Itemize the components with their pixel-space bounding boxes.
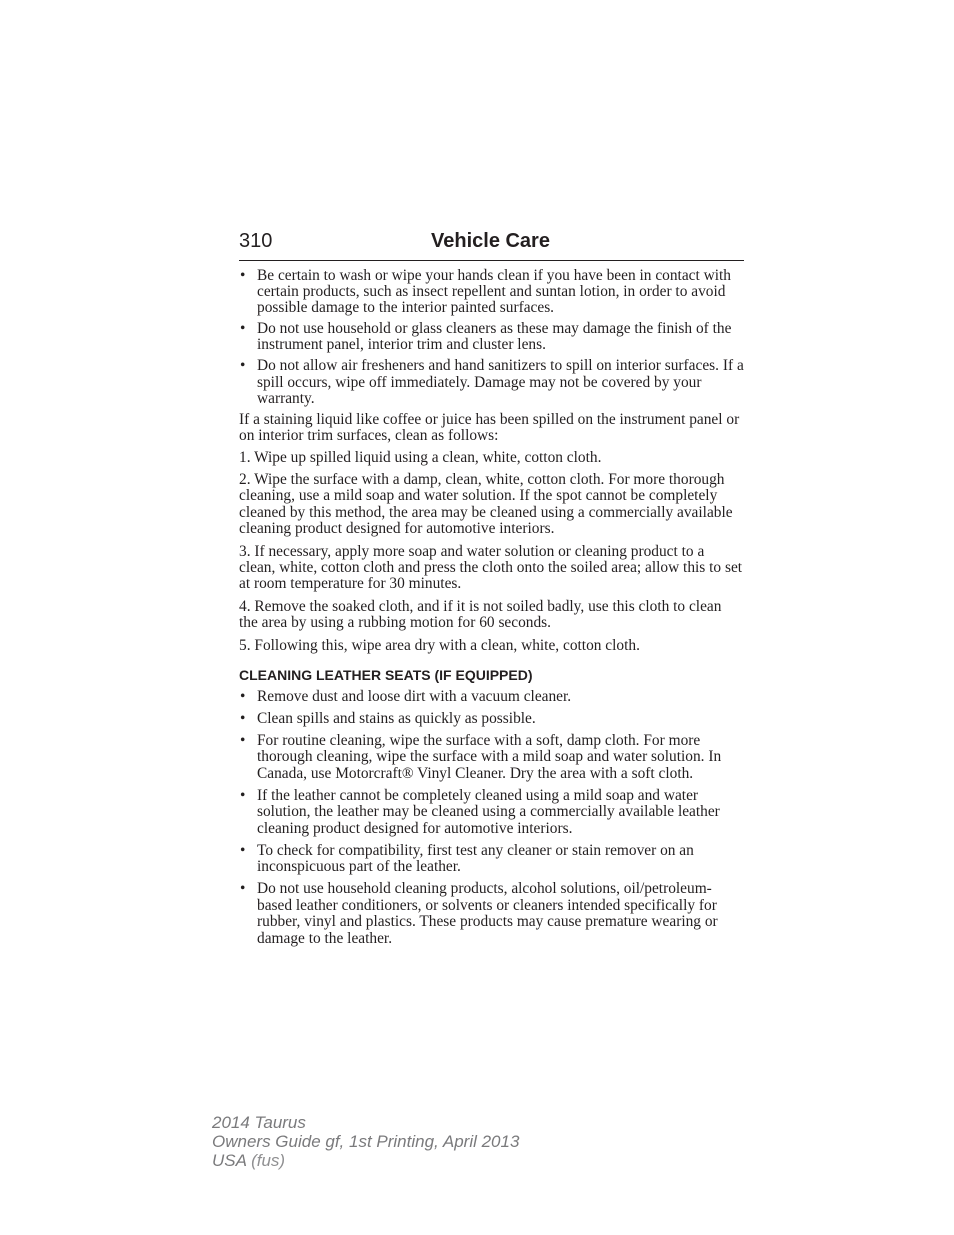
- list-item-text: Do not use household or glass cleaners as these may damage the finish of the instrument panel, interior trim and cluster lens.: [257, 320, 732, 354]
- step-1: 1. Wipe up spilled liquid using a clean, white, cotton cloth.: [239, 448, 602, 466]
- bullet-icon: •: [240, 786, 246, 804]
- bullet-icon: •: [240, 731, 246, 749]
- stain-intro-paragraph: If a staining liquid like coffee or juice has been spilled on the instrument panel or on interior trim surfaces, clean as follows:: [239, 410, 740, 444]
- list-item-text: Clean spills and stains as quickly as possible.: [257, 709, 536, 727]
- list-item-text: Remove dust and loose dirt with a vacuum cleaner.: [257, 687, 572, 705]
- list-item-text: If the leather cannot be completely cleaned using a mild soap and water solution, the leather may be cleaned using a commercially available leather cleaning product designed for automotive interiors.: [257, 786, 720, 837]
- list-item: [239, 881, 744, 947]
- bullet-icon: •: [240, 880, 246, 898]
- footer-region-main: USA: [212, 1151, 247, 1170]
- bullet-icon: •: [240, 841, 246, 859]
- list-item: [239, 689, 744, 706]
- step-4: 4. Remove the soaked cloth, and if it is not soiled badly, use this cloth to clean the area by using a rubbing motion for 60 seconds.: [239, 597, 722, 632]
- list-item-text: Be certain to wash or wipe your hands clean if you have been in contact with certain products, such as insect repellent and suntan lotion, in order to avoid possible damage to the interior painted surfaces.: [257, 267, 731, 317]
- leather-seats-heading: CLEANING LEATHER SEATS (IF EQUIPPED): [239, 666, 533, 683]
- list-item: [239, 321, 744, 353]
- list-item-text: Do not allow air fresheners and hand sanitizers to spill on interior surfaces. If a spill occurs, wipe off immediately. Damage may not be covered by your warranty.: [257, 357, 744, 407]
- page-header: [239, 228, 744, 261]
- step-5: 5. Following this, wipe area dry with a clean, white, cotton cloth.: [239, 636, 640, 654]
- list-item: [239, 268, 744, 316]
- page-number: 310: [239, 230, 273, 252]
- section-title: Vehicle Care: [431, 230, 550, 252]
- footer-region-code: (fus): [251, 1151, 286, 1170]
- page-footer: [212, 1113, 519, 1170]
- bullet-icon: •: [240, 267, 246, 284]
- list-item-text: To check for compatibility, first test any cleaner or stain remover on an inconspicuous part of the leather.: [257, 841, 694, 876]
- list-item: [239, 843, 744, 876]
- step-2: 2. Wipe the surface with a damp, clean, white, cotton cloth. For more thorough cleaning, use a mild soap and water solution. If the spot cannot be completely cleaned by this method, the area may be cleaned using a commercially available cleaning product designed for automotive interiors.: [239, 471, 733, 538]
- bullet-icon: •: [240, 709, 246, 727]
- bullet-icon: •: [240, 357, 246, 375]
- list-item: [239, 733, 744, 783]
- bullet-icon: •: [240, 687, 246, 705]
- list-item-text: Do not use household cleaning products, alcohol solutions, oil/petroleum-based leather conditioners, or solvents or cleaners intended specifically for rubber, vinyl and plastics. These products may cause premature wearing or damage to the leather.: [257, 880, 718, 947]
- list-item: [239, 711, 744, 728]
- list-item-text: For routine cleaning, wipe the surface with a soft, damp cloth. For more thorough cleaning, wipe the surface with a mild soap and water solution. In Canada, use Motorcraft® Vinyl Cleaner. Dry the area with a soft cloth.: [257, 731, 722, 782]
- list-item: [239, 788, 744, 838]
- leather-bullet-list: [239, 689, 744, 948]
- bullet-icon: •: [240, 320, 246, 338]
- list-item: [239, 358, 744, 406]
- intro-bullet-list: [239, 268, 744, 407]
- footer-model: 2014 Taurus: [212, 1113, 306, 1132]
- footer-region: [212, 1151, 519, 1170]
- step-3: 3. If necessary, apply more soap and water solution or cleaning product to a clean, white, cotton cloth and press the cloth onto the soiled area; allow this to set at room temperature for 30 minutes.: [239, 542, 743, 593]
- page-content: [239, 268, 744, 953]
- footer-printing: Owners Guide gf, 1st Printing, April 2013: [212, 1132, 520, 1151]
